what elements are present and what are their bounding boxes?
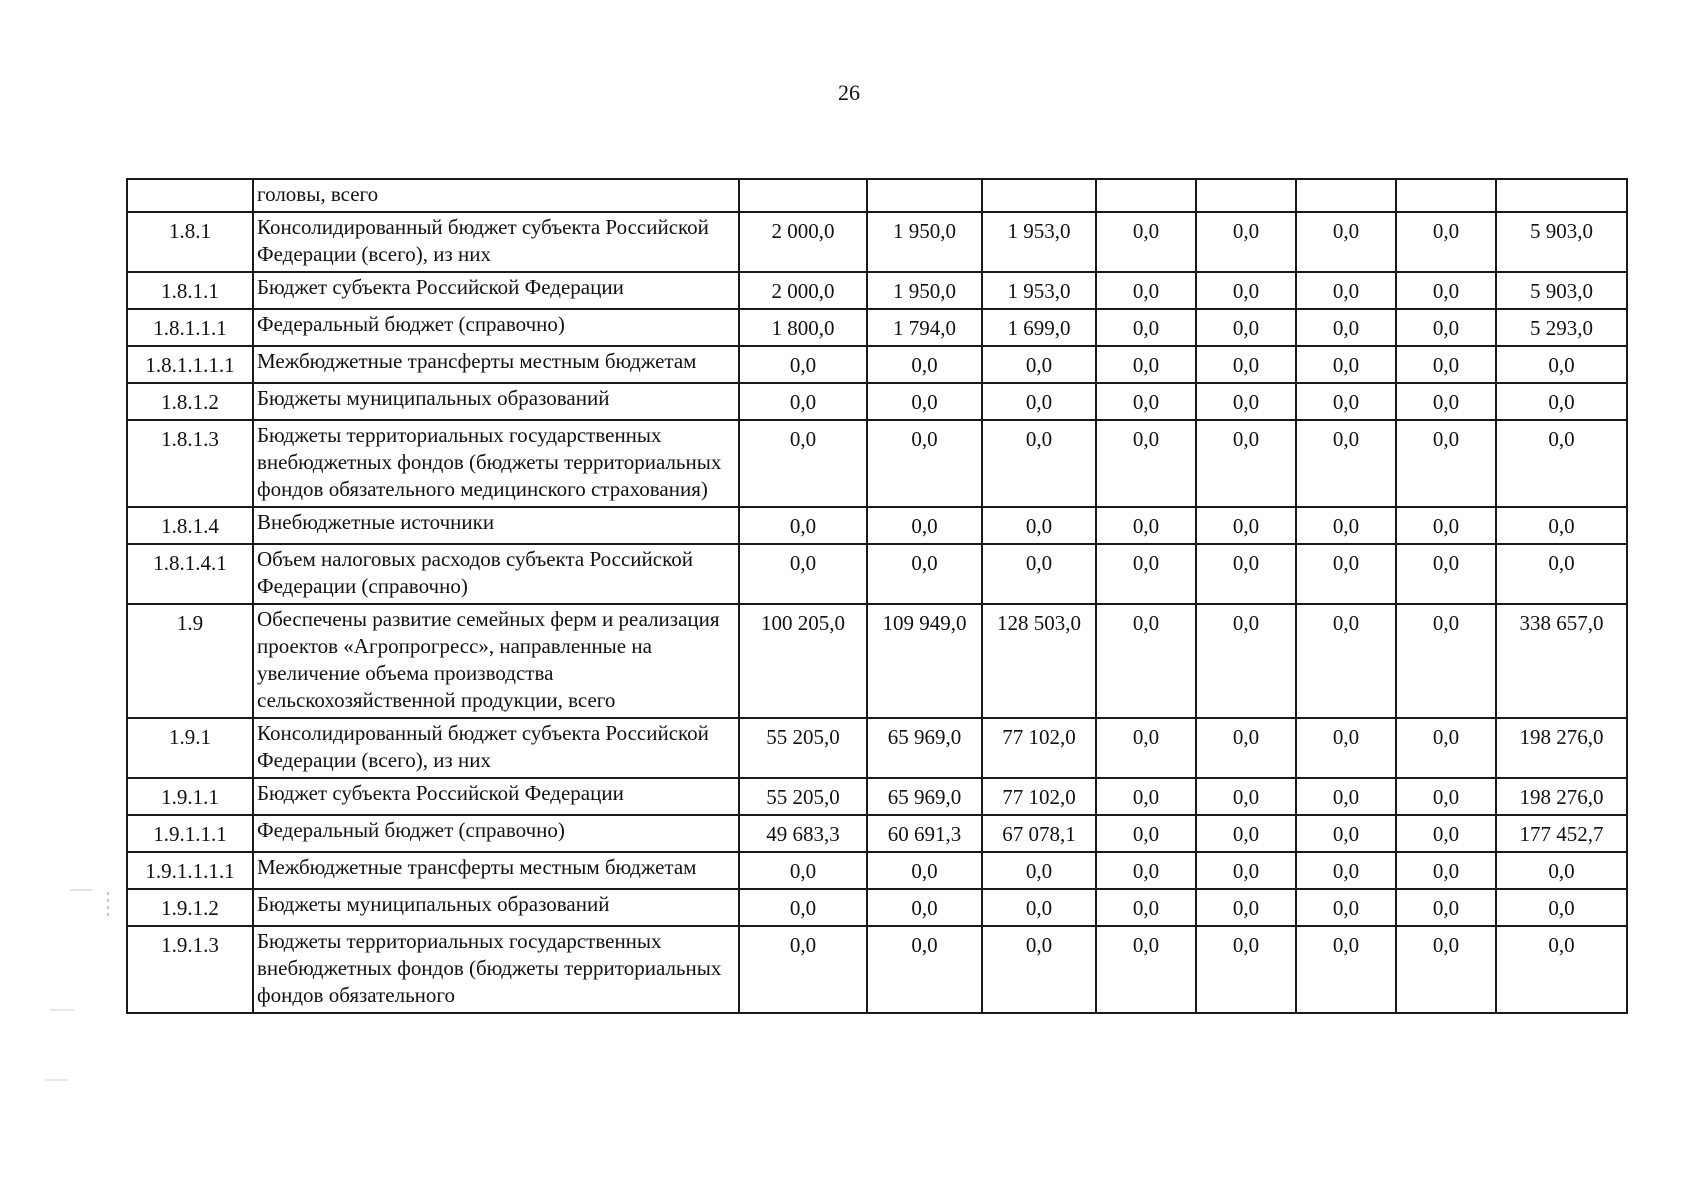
table-row <box>127 718 1627 778</box>
row-value-cell <box>739 179 867 212</box>
row-name-cell: Консолидированный бюджет субъекта Российской Федерации (всего), из них <box>253 212 739 272</box>
row-value-cell: 0,0 <box>739 852 867 889</box>
row-value-cell: 55 205,0 <box>739 778 867 815</box>
table-row <box>127 815 1627 852</box>
row-value-cell: 0,0 <box>1296 852 1396 889</box>
row-value-cell: 0,0 <box>1096 778 1196 815</box>
row-total-cell: 0,0 <box>1496 383 1627 420</box>
row-value-cell: 0,0 <box>1396 778 1496 815</box>
row-total-cell: 0,0 <box>1496 544 1627 604</box>
row-name-cell: Консолидированный бюджет субъекта Российской Федерации (всего), из них <box>253 718 739 778</box>
row-value-cell: 0,0 <box>1396 212 1496 272</box>
row-value-cell <box>867 179 982 212</box>
row-name-cell: Обеспечены развитие семейных ферм и реализация проектов «Агропрогресс», направленные на увеличение объема производства сельскохозяйственной продукции, всего <box>253 604 739 718</box>
row-value-cell: 0,0 <box>1396 815 1496 852</box>
row-value-cell: 0,0 <box>1396 272 1496 309</box>
row-value-cell: 0,0 <box>1396 346 1496 383</box>
row-total-cell: 0,0 <box>1496 420 1627 507</box>
row-value-cell: 0,0 <box>1196 420 1296 507</box>
row-name-cell: Бюджет субъекта Российской Федерации <box>253 272 739 309</box>
row-value-cell: 0,0 <box>1096 309 1196 346</box>
row-value-cell <box>1296 179 1396 212</box>
row-value-cell: 0,0 <box>1296 815 1396 852</box>
table-row <box>127 507 1627 544</box>
row-value-cell: 0,0 <box>1196 507 1296 544</box>
row-value-cell: 0,0 <box>1096 212 1196 272</box>
table-row <box>127 272 1627 309</box>
row-name-cell: Бюджет субъекта Российской Федерации <box>253 778 739 815</box>
row-code-cell: 1.8.1.2 <box>127 383 253 420</box>
page-number: 26 <box>838 80 860 105</box>
row-value-cell: 60 691,3 <box>867 815 982 852</box>
table-row <box>127 346 1627 383</box>
row-name-cell: Объем налоговых расходов субъекта Российской Федерации (справочно) <box>253 544 739 604</box>
row-total-cell: 198 276,0 <box>1496 778 1627 815</box>
row-value-cell: 0,0 <box>1096 544 1196 604</box>
row-value-cell: 0,0 <box>867 383 982 420</box>
row-value-cell: 0,0 <box>1196 383 1296 420</box>
budget-table <box>126 178 1628 1014</box>
row-code-cell: 1.9.1 <box>127 718 253 778</box>
row-name-cell: Межбюджетные трансферты местным бюджетам <box>253 346 739 383</box>
row-value-cell: 0,0 <box>1396 604 1496 718</box>
row-code-cell: 1.8.1.1.1.1 <box>127 346 253 383</box>
row-code-cell: 1.8.1.1 <box>127 272 253 309</box>
row-code-cell: 1.9 <box>127 604 253 718</box>
row-code-cell: 1.8.1 <box>127 212 253 272</box>
row-value-cell: 0,0 <box>1396 718 1496 778</box>
row-value-cell: 0,0 <box>1296 718 1396 778</box>
row-value-cell: 0,0 <box>982 544 1096 604</box>
row-value-cell: 0,0 <box>1096 420 1196 507</box>
row-value-cell: 0,0 <box>1196 815 1296 852</box>
row-value-cell: 0,0 <box>982 852 1096 889</box>
row-value-cell: 100 205,0 <box>739 604 867 718</box>
table-row <box>127 926 1627 1013</box>
row-code-cell <box>127 179 253 212</box>
table-body <box>127 179 1627 1013</box>
row-value-cell: 0,0 <box>739 420 867 507</box>
row-total-cell: 0,0 <box>1496 346 1627 383</box>
row-value-cell: 1 794,0 <box>867 309 982 346</box>
row-value-cell: 0,0 <box>1096 507 1196 544</box>
row-code-cell: 1.9.1.1 <box>127 778 253 815</box>
row-value-cell: 0,0 <box>1196 346 1296 383</box>
row-value-cell: 109 949,0 <box>867 604 982 718</box>
row-name-cell: Межбюджетные трансферты местным бюджетам <box>253 852 739 889</box>
row-value-cell <box>1196 179 1296 212</box>
row-value-cell: 1 800,0 <box>739 309 867 346</box>
row-value-cell: 0,0 <box>867 507 982 544</box>
row-value-cell: 0,0 <box>1296 507 1396 544</box>
row-value-cell: 0,0 <box>1096 889 1196 926</box>
row-value-cell: 0,0 <box>1096 383 1196 420</box>
row-code-cell: 1.9.1.3 <box>127 926 253 1013</box>
row-value-cell: 0,0 <box>739 544 867 604</box>
row-value-cell <box>982 179 1096 212</box>
row-value-cell: 65 969,0 <box>867 778 982 815</box>
table-row <box>127 852 1627 889</box>
row-value-cell: 0,0 <box>1396 309 1496 346</box>
row-value-cell: 0,0 <box>1196 889 1296 926</box>
row-total-cell: 338 657,0 <box>1496 604 1627 718</box>
row-value-cell: 49 683,3 <box>739 815 867 852</box>
row-total-cell <box>1496 179 1627 212</box>
row-value-cell: 0,0 <box>1296 383 1396 420</box>
row-value-cell: 0,0 <box>1296 420 1396 507</box>
row-name-cell: Бюджеты муниципальных образований <box>253 889 739 926</box>
row-name-cell: Внебюджетные источники <box>253 507 739 544</box>
row-value-cell: 0,0 <box>1296 272 1396 309</box>
row-value-cell: 0,0 <box>1296 544 1396 604</box>
row-value-cell: 65 969,0 <box>867 718 982 778</box>
row-value-cell: 67 078,1 <box>982 815 1096 852</box>
row-code-cell: 1.9.1.1.1.1 <box>127 852 253 889</box>
row-value-cell: 0,0 <box>1296 212 1396 272</box>
row-value-cell: 0,0 <box>1096 346 1196 383</box>
row-total-cell: 5 903,0 <box>1496 212 1627 272</box>
row-name-cell: Бюджеты территориальных государственных внебюджетных фондов (бюджеты территориальных фондов обязательного медицинского страхования) <box>253 420 739 507</box>
row-value-cell: 0,0 <box>982 383 1096 420</box>
row-value-cell: 0,0 <box>739 383 867 420</box>
row-value-cell <box>1396 179 1496 212</box>
table-row <box>127 383 1627 420</box>
row-name-cell: Федеральный бюджет (справочно) <box>253 815 739 852</box>
row-value-cell: 0,0 <box>867 420 982 507</box>
row-value-cell: 0,0 <box>982 889 1096 926</box>
row-value-cell: 0,0 <box>1296 889 1396 926</box>
row-code-cell: 1.8.1.3 <box>127 420 253 507</box>
row-name-cell: Федеральный бюджет (справочно) <box>253 309 739 346</box>
row-value-cell: 0,0 <box>1396 420 1496 507</box>
row-value-cell: 0,0 <box>1096 852 1196 889</box>
row-value-cell: 0,0 <box>982 420 1096 507</box>
scan-edge-marks <box>40 880 130 1100</box>
row-value-cell: 0,0 <box>1196 544 1296 604</box>
row-total-cell: 177 452,7 <box>1496 815 1627 852</box>
row-value-cell: 0,0 <box>1396 889 1496 926</box>
table-row <box>127 212 1627 272</box>
row-total-cell: 0,0 <box>1496 507 1627 544</box>
row-value-cell: 0,0 <box>1196 778 1296 815</box>
row-value-cell: 0,0 <box>1396 507 1496 544</box>
row-value-cell: 0,0 <box>1396 852 1496 889</box>
table-row <box>127 604 1627 718</box>
row-code-cell: 1.9.1.2 <box>127 889 253 926</box>
row-total-cell: 0,0 <box>1496 889 1627 926</box>
row-value-cell: 1 953,0 <box>982 212 1096 272</box>
row-value-cell: 0,0 <box>1096 718 1196 778</box>
row-value-cell: 0,0 <box>1196 718 1296 778</box>
row-value-cell: 0,0 <box>1296 778 1396 815</box>
row-value-cell: 0,0 <box>1196 926 1296 1013</box>
row-value-cell: 0,0 <box>1296 926 1396 1013</box>
row-value-cell: 0,0 <box>1296 309 1396 346</box>
row-name-cell: Бюджеты муниципальных образований <box>253 383 739 420</box>
row-value-cell: 128 503,0 <box>982 604 1096 718</box>
row-value-cell: 1 950,0 <box>867 272 982 309</box>
row-total-cell: 0,0 <box>1496 926 1627 1013</box>
row-value-cell: 0,0 <box>867 926 982 1013</box>
row-total-cell: 0,0 <box>1496 852 1627 889</box>
row-value-cell: 0,0 <box>739 507 867 544</box>
row-value-cell: 0,0 <box>1096 272 1196 309</box>
row-value-cell <box>1096 179 1196 212</box>
row-value-cell: 0,0 <box>1196 604 1296 718</box>
row-value-cell: 0,0 <box>1096 926 1196 1013</box>
row-value-cell: 0,0 <box>1196 309 1296 346</box>
row-total-cell: 198 276,0 <box>1496 718 1627 778</box>
row-value-cell: 0,0 <box>1396 926 1496 1013</box>
row-value-cell: 0,0 <box>982 926 1096 1013</box>
row-value-cell: 0,0 <box>1296 604 1396 718</box>
row-value-cell: 0,0 <box>739 926 867 1013</box>
row-value-cell: 0,0 <box>867 544 982 604</box>
row-value-cell: 0,0 <box>1196 212 1296 272</box>
row-value-cell: 0,0 <box>1196 272 1296 309</box>
row-code-cell: 1.8.1.4.1 <box>127 544 253 604</box>
row-value-cell: 1 699,0 <box>982 309 1096 346</box>
row-value-cell: 55 205,0 <box>739 718 867 778</box>
row-name-cell: головы, всего <box>253 179 739 212</box>
row-code-cell: 1.9.1.1.1 <box>127 815 253 852</box>
table-row <box>127 309 1627 346</box>
row-value-cell: 0,0 <box>867 889 982 926</box>
budget-table-container <box>126 178 1626 1014</box>
table-row <box>127 889 1627 926</box>
row-value-cell: 0,0 <box>1096 604 1196 718</box>
row-value-cell: 0,0 <box>1196 852 1296 889</box>
row-value-cell: 2 000,0 <box>739 212 867 272</box>
row-name-cell: Бюджеты территориальных государственных внебюджетных фондов (бюджеты территориальных фондов обязательного <box>253 926 739 1013</box>
row-value-cell: 1 950,0 <box>867 212 982 272</box>
table-row <box>127 778 1627 815</box>
row-value-cell: 0,0 <box>1396 383 1496 420</box>
row-value-cell: 0,0 <box>867 346 982 383</box>
row-value-cell: 0,0 <box>982 507 1096 544</box>
row-value-cell: 0,0 <box>739 889 867 926</box>
row-value-cell: 77 102,0 <box>982 778 1096 815</box>
row-value-cell: 77 102,0 <box>982 718 1096 778</box>
table-row <box>127 544 1627 604</box>
table-row <box>127 179 1627 212</box>
row-total-cell: 5 903,0 <box>1496 272 1627 309</box>
row-value-cell: 0,0 <box>1096 815 1196 852</box>
row-value-cell: 0,0 <box>867 852 982 889</box>
row-value-cell: 0,0 <box>1396 544 1496 604</box>
row-value-cell: 0,0 <box>982 346 1096 383</box>
row-value-cell: 1 953,0 <box>982 272 1096 309</box>
row-code-cell: 1.8.1.4 <box>127 507 253 544</box>
row-value-cell: 2 000,0 <box>739 272 867 309</box>
row-value-cell: 0,0 <box>1296 346 1396 383</box>
row-value-cell: 0,0 <box>739 346 867 383</box>
table-row <box>127 420 1627 507</box>
row-code-cell: 1.8.1.1.1 <box>127 309 253 346</box>
row-total-cell: 5 293,0 <box>1496 309 1627 346</box>
